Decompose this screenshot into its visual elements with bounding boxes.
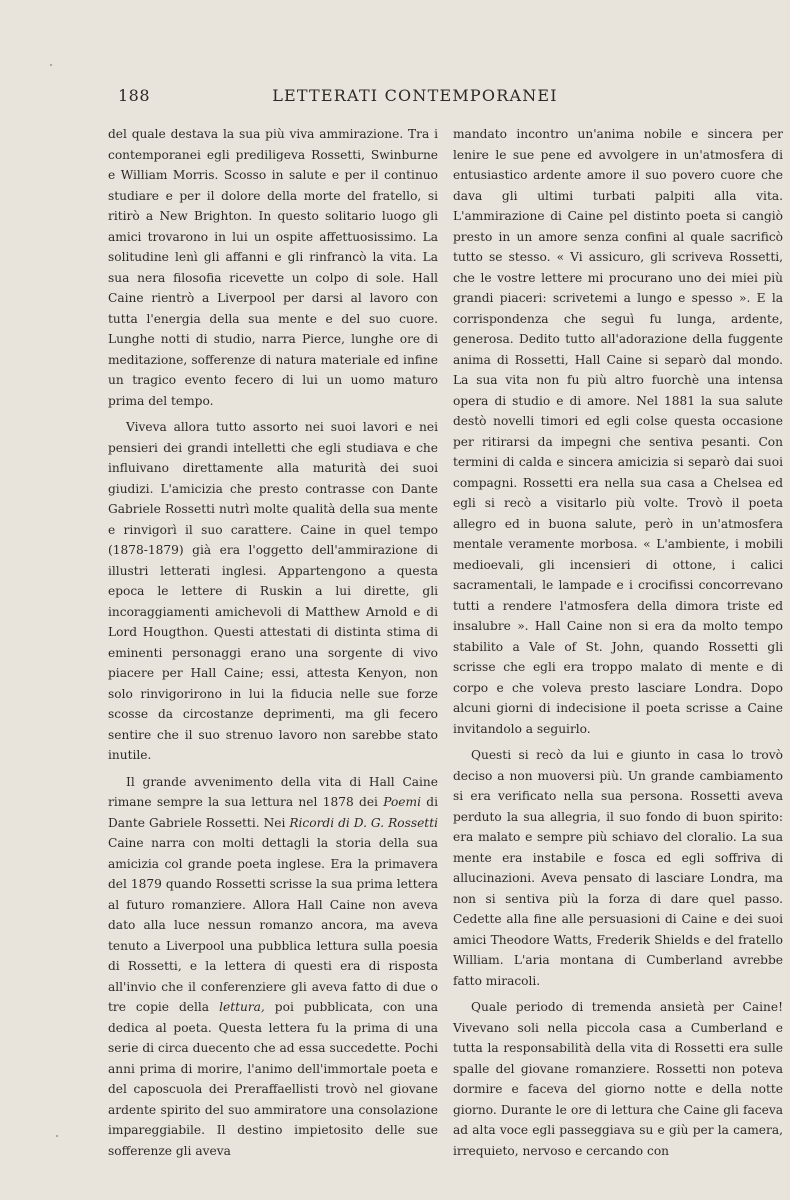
text-run: Il grande avvenimento della vita di Hall Caine rimane sempre la sua lettura nel 1878 dei bbox=[108, 774, 438, 809]
left-text-column bbox=[108, 124, 438, 1161]
page-number: 188 bbox=[118, 86, 151, 105]
paragraph: mandato incontro un'anima nobile e sincera per lenire le sue pene ed avvolgere in un'atmosfera di entusiastico ardente amore il suo povero cuore che dava gli ultimi turbati palpiti alla vita. L'ammirazione di Caine pel distinto poeta si cangiò presto in un amore senza confini al quale sacrificò tutto se stesso. « Vi assicuro, gli scriveva Rossetti, che le vostre lettere mi procurano uno dei miei più grandi piaceri: scrivetemi a lungo e spesso ». E la corrispondenza che seguì fu lunga, ardente, generosa. Dedito tutto all'adorazione della fuggente anima di Rossetti, Hall Caine si separò dal mondo. La sua vita non fu più altro fuorchè una intensa opera di studio e di amore. Nel 1881 la sua salute destò novelli timori ed egli colse questa occasione per ritirarsi da impegni che sentiva pesanti. Con termini di calda e sincera amicizia si separò dai suoi compagni. Rossetti era nella sua casa a Chelsea ed egli si recò a visitarlo più volte. Trovò il poeta allegro ed in buona salute, però in un'atmosfera mentale veramente morbosa. « L'ambiente, i mobili medioevali, gli incensieri di ottone, i calici sacramentali, le lampade e i crocifissi concorrevano tutti a rendere l'atmosfera della dimora triste ed insalubre ». Hall Caine non si era da molto tempo stabilito a Vale of St. John, quando Rossetti gli scrisse che egli era troppo malato di mente e di corpo e che voleva presto lasciare Londra. Dopo alcuni giorni di indecisione il poeta scrisse a Caine invitandolo a seguirlo. bbox=[453, 127, 783, 736]
text-run: di Dante Gabriele Rossetti. Nei bbox=[108, 795, 438, 830]
italic-title-ricordi: Ricordi di D. G. Rossetti bbox=[289, 815, 438, 830]
italic-word-lettura: lettura, bbox=[219, 1000, 265, 1014]
running-title: LETTERATI CONTEMPORANEI bbox=[272, 86, 558, 105]
text-run: poi pubblicata, con una dedica al poeta. Questa lettera fu la prima di una serie di circa duecento che ad essa succedette. Pochi anni prima di morire, l'animo dell'immortale poeta e del caposcuola dei Preraffaellisti trovò nel giovane ardente spirito del suo ammiratore una consolazione impareggiabile. Il destino impietosito delle sue sofferenze gli aveva bbox=[108, 1000, 438, 1158]
paragraph: Questi si recò da lui e giunto in casa lo trovò deciso a non muoversi più. Un grande cambiamento si era verificato nella sua persona. Rossetti aveva perduto la sua allegria, il suo fondo di buon spirito: era malato e sempre più schiavo del cloralio. La sua mente era instabile e fosca ed egli soffriva di allucinazioni. Aveva pensato di lasciare Londra, ma non si sentiva più la forza di dare quel passo. Cedette alla fine alle persuasioni di Caine e dei suoi amici Theodore Watts, Frederik Shields e del fratello William. L'aria montana di Cumberland avrebbe fatto miracoli. bbox=[453, 748, 783, 988]
paragraph: Quale periodo di tremenda ansietà per Caine! Vivevano soli nella piccola casa a Cumberland e tutta la responsabilità della vita di Rossetti era sulle spalle del giovane romanziere. Rossetti non poteva dormire e faceva del giorno notte e della notte giorno. Durante le ore di lettura che Caine gli faceva ad alta voce egli passeggiava su e giù per la camera, irrequieto, nervoso e cercando con bbox=[453, 1000, 783, 1158]
text-run: Caine narra con molti dettagli la storia della sua amicizia col grande poeta inglese. Era la primavera del 1879 quando Rossetti scrisse la sua prima lettera al futuro romanziere. Allora Hall Caine non aveva dato alla luce nessun romanzo ancora, ma aveva tenuto a Liverpool una pubblica lettura sulla poesia di Rossetti, e la lettera di questi era di risposta all'invio che il conferenziere gli aveva fatto di due o tre copie della bbox=[108, 836, 438, 1014]
paragraph bbox=[108, 772, 438, 1162]
right-text-column bbox=[453, 124, 783, 1161]
paper-speck bbox=[50, 64, 52, 66]
italic-title-poemi: Poemi bbox=[383, 795, 421, 809]
paragraph: Viveva allora tutto assorto nei suoi lavori e nei pensieri dei grandi intelletti che egli studiava e che influivano direttamente alla maturità dei suoi giudizi. L'amicizia che presto contrasse con Dante Gabriele Rossetti nutrì molte qualità della sua mente e rinvigorì il suo carattere. Caine in quel tempo (1878-1879) già era l'oggetto dell'ammirazione di illustri letterati inglesi. Appartengono a questa epoca le lettere di Ruskin a lui dirette, gli incoraggiamenti amichevoli di Matthew Arnold e di Lord Hougthon. Questi attestati di distinta stima di eminenti personaggi erano una sorgente di vivo piacere per Hall Caine; essi, attesta Kenyon, non solo rinvigorirono in lui la fiducia nelle sue forze scosse da circostanze deprimenti, ma gli fecero sentire che il suo strenuo lavoro non sarebbe stato inutile. bbox=[108, 420, 438, 762]
paper-speck bbox=[56, 1135, 58, 1137]
paragraph: del quale destava la sua più viva ammirazione. Tra i contemporanei egli prediligeva Rossetti, Swinburne e William Morris. Scosso in salute e per il continuo studiare e per il dolore della morte del fratello, si ritirò a New Brighton. In questo solitario luogo gli amici trovarono in lui un ospite affettuosissimo. La solitudine lenì gli affanni e gli rinfrancò la vita. La sua nera filosofia ricevette un colpo di sole. Hall Caine rientrò a Liverpool per darsi al lavoro con tutta l'energia della sua mente e del suo cuore. Lunghe notti di studio, narra Pierce, lunghe ore di meditazione, sofferenze di natura materiale ed infine un tragico evento fecero di lui un uomo maturo prima del tempo. bbox=[108, 127, 438, 408]
